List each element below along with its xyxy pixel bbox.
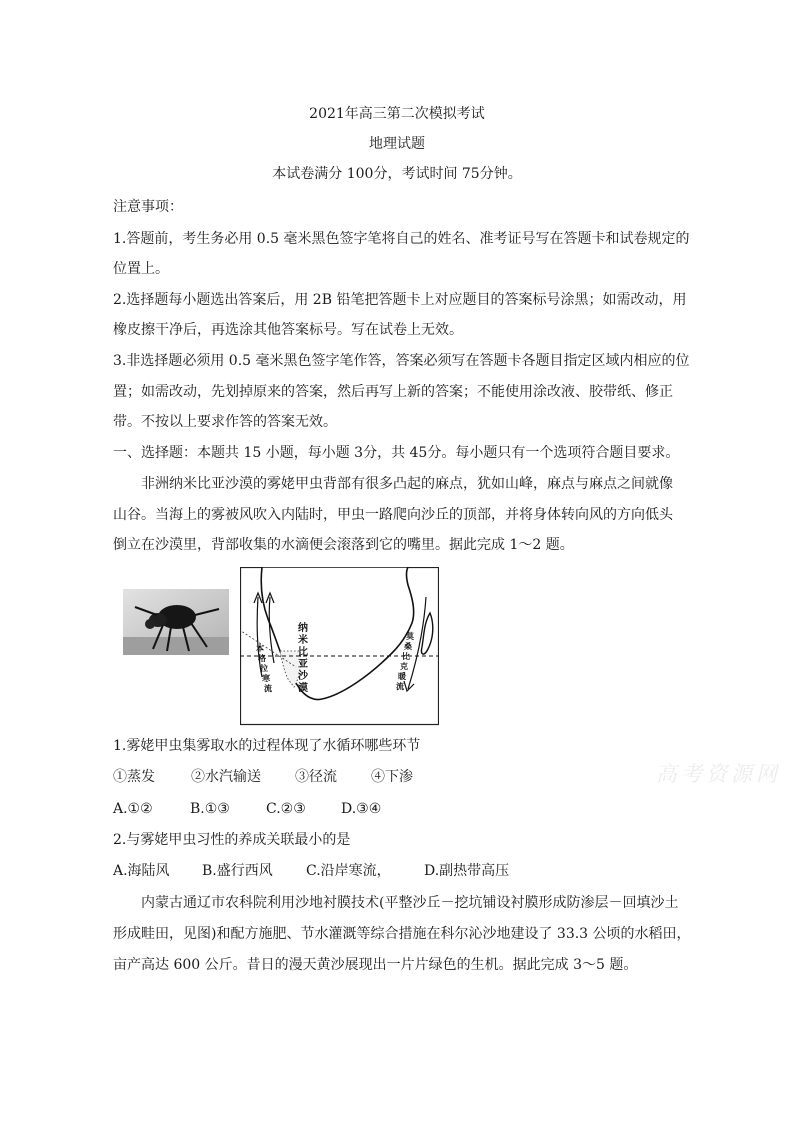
map-label-mozambique-5: 暖 bbox=[398, 672, 406, 681]
exam-title: 2021年高三第二次模拟考试 bbox=[309, 106, 485, 122]
map-label-desert-4: 亚 bbox=[298, 659, 308, 670]
q2-option-a[interactable]: A.海陆风 bbox=[113, 863, 170, 879]
map-label-desert-3: 比 bbox=[298, 647, 308, 658]
q1-item-2: ②水汽输送 bbox=[191, 769, 261, 785]
beetle-photo bbox=[123, 589, 229, 655]
notes-line-4: 橡皮擦干净后，再选涂其他答案标号。写在试卷上无效。 bbox=[113, 322, 463, 338]
q2-option-b[interactable]: B.盛行西风 bbox=[202, 863, 273, 879]
passage1-line-2: 山谷。当海上的雾被风吹入内陆时，甲虫一路爬向沙丘的顶部，并将身体转向风的方向低头 bbox=[113, 507, 673, 523]
notes-line-6: 置；如需改动，先划掉原来的答案，然后再写上新的答案；不能使用涂改液、胶带纸、修正 bbox=[113, 384, 673, 400]
map-label-benguela-3: 拉 bbox=[260, 664, 268, 673]
passage1-line-1: 非洲纳米比亚沙漠的雾姥甲虫背部有很多凸起的麻点，犹如山峰，麻点与麻点之间就像 bbox=[141, 476, 673, 492]
notes-line-2: 位置上。 bbox=[113, 261, 169, 277]
section-heading: 一、选择题：本题共 15 小题，每小题 3分，共 45分。每小题只有一个选项符合题目要求。 bbox=[113, 445, 680, 461]
map-label-benguela-4: 寒 bbox=[262, 674, 270, 683]
q2-stem: 2.与雾姥甲虫习性的养成关联最小的是 bbox=[113, 832, 351, 848]
passage1-line-3: 倒立在沙漠里，背部收集的水滴便会滚落到它的嘴里。据此完成 1～2 题。 bbox=[113, 537, 574, 553]
notes-line-7: 带。不按以上要求作答的答案无效。 bbox=[113, 414, 337, 430]
subject-title: 地理试题 bbox=[369, 136, 425, 152]
q1-option-d[interactable]: D.③④ bbox=[341, 801, 382, 817]
exam-info: 本试卷满分 100分，考试时间 75分钟。 bbox=[272, 166, 522, 182]
map-label-mozambique-3: 比 bbox=[402, 652, 410, 661]
map-label-mozambique-4: 克 bbox=[400, 662, 408, 671]
map-label-mozambique-6: 流 bbox=[396, 682, 404, 691]
q1-option-b[interactable]: B.①③ bbox=[190, 801, 230, 817]
q2-option-c[interactable]: C.沿岸寒流， bbox=[306, 863, 391, 879]
q1-option-c[interactable]: C.②③ bbox=[266, 801, 306, 817]
watermark: 高考资源网 bbox=[656, 762, 781, 786]
map-label-benguela-1: 本 bbox=[256, 644, 264, 653]
map-label-mozambique-1: 莫 bbox=[406, 632, 414, 641]
notes-line-5: 3.非选择题必须用 0.5 毫米黑色签字笔作答，答案必须写在答题卡各题目指定区域内相应的位 bbox=[113, 353, 690, 369]
map-label-desert-6: 漠 bbox=[298, 683, 308, 694]
southern-africa-map bbox=[240, 567, 439, 730]
notes-line-3: 2.选择题每小题选出答案后，用 2B 铅笔把答题卡上对应题目的答案标号涂黑；如需改动，用 bbox=[113, 292, 687, 308]
map-label-mozambique-2: 桑 bbox=[404, 642, 412, 651]
passage2-line-1: 内蒙古通辽市农科院利用沙地衬膜技术(平整沙丘－挖坑铺设衬膜形成防渗层－回填沙土 bbox=[141, 895, 679, 911]
q1-item-4: ④下渗 bbox=[371, 769, 413, 785]
map-label-benguela-5: 流 bbox=[264, 684, 272, 693]
q1-item-3: ③径流 bbox=[295, 769, 337, 785]
q2-option-d[interactable]: D.副热带高压 bbox=[424, 863, 510, 879]
passage2-line-3: 亩产高达 600 公斤。昔日的漫天黄沙展现出一片片绿色的生机。据此完成 3～5 题。 bbox=[113, 957, 638, 973]
q1-option-a[interactable]: A.①② bbox=[113, 801, 153, 817]
q1-item-1: ①蒸发 bbox=[113, 769, 155, 785]
notes-line-1: 1.答题前，考生务必用 0.5 毫米黑色签字笔将自己的姓名、准考证号写在答题卡和试卷规定的 bbox=[113, 231, 690, 247]
map-label-benguela-2: 格 bbox=[258, 654, 266, 663]
map-label-desert-2: 米 bbox=[298, 635, 308, 646]
map-label-desert-1: 纳 bbox=[298, 623, 308, 634]
passage2-line-2: 形成畦田，见图)和配方施肥、节水灌溉等综合措施在科尔沁沙地建设了 33.3 公顷的水稻田， bbox=[113, 926, 691, 942]
notes-heading: 注意事项： bbox=[113, 199, 183, 215]
map-label-desert-5: 沙 bbox=[298, 671, 308, 682]
q1-stem: 1.雾姥甲虫集雾取水的过程体现了水循环哪些环节 bbox=[113, 738, 421, 754]
